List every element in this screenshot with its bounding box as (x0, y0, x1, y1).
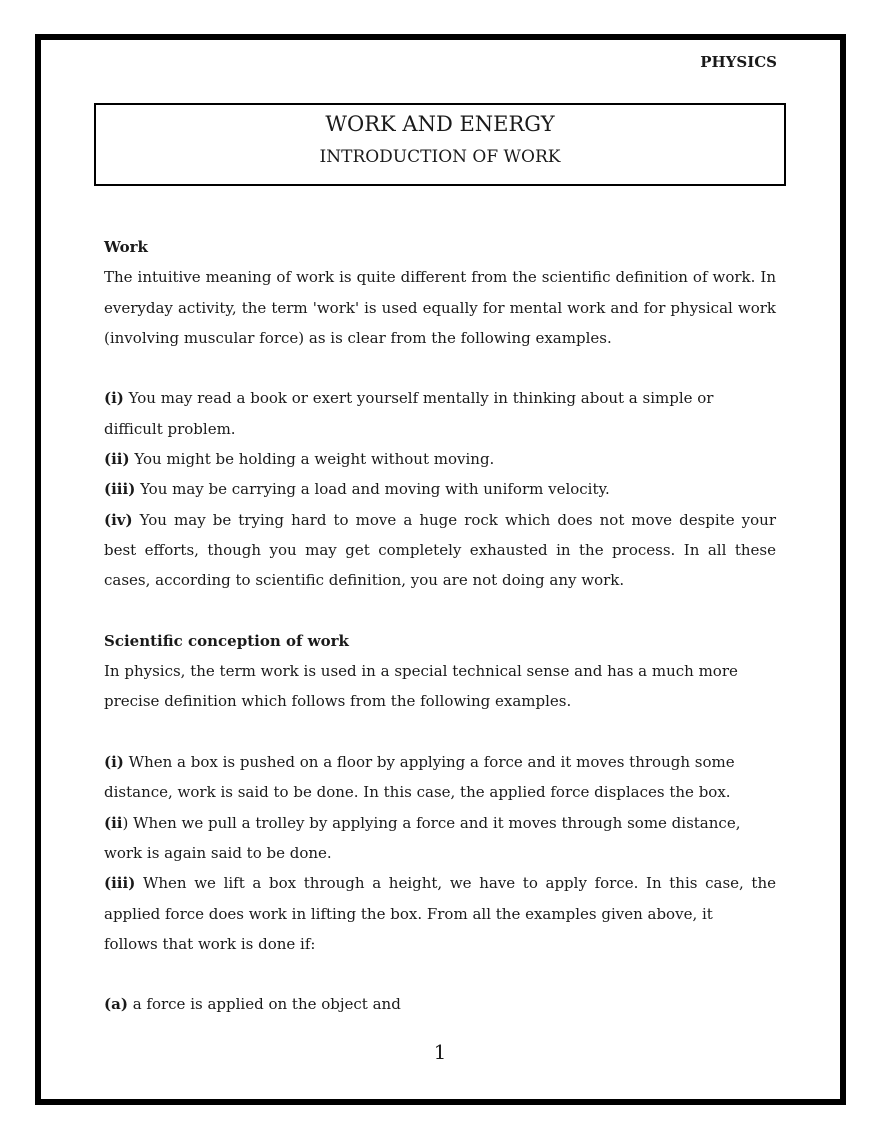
item-text: difficult problem. (104, 419, 236, 438)
item-number: (iii) (104, 480, 136, 499)
list-item (104, 777, 776, 807)
page-number: 1 (433, 1040, 447, 1064)
list-item (104, 383, 776, 413)
item-text: You might be holding a weight without moving. (129, 450, 495, 469)
page-subtitle: INTRODUCTION OF WORK (319, 147, 561, 167)
work-intro-paragraph: The intuitive meaning of work is quite different from the scientific definition of work. In everyday activity, the term 'work' is used equally for mental work and for physical work (involving muscular force) as is clear from the following examples. (104, 268, 776, 347)
item-number: (iv) (104, 510, 133, 529)
list-item (104, 444, 776, 474)
subject-label: PHYSICS (700, 53, 777, 71)
list-item (104, 808, 776, 869)
item-text: You may be trying hard to move a huge rock which does not move despite your best efforts, though you may get completely exhausted in the process. In all these cases, according to scientific definition, you are not doing any work. (104, 510, 776, 590)
item-number: (a) (104, 995, 128, 1014)
condition-item (104, 989, 776, 1019)
item-number: (ii (104, 813, 123, 832)
item-text: ) When we pull a trolley by applying a force and it moves through some distance, work is again said to be done. (104, 813, 741, 862)
item-text: When a box is pushed on a floor by applying a force and it moves through some (123, 753, 735, 772)
list-item (104, 474, 776, 504)
list-item (104, 505, 776, 596)
document-body (104, 232, 776, 1020)
item-text: a force is applied on the object and (127, 995, 401, 1014)
item-text: You may be carrying a load and moving with uniform velocity. (135, 480, 610, 499)
item-text: When we lift a box through a height, we have to apply force. In this case, the applied force does work in lifting the box. From all the examples given above, it (104, 874, 776, 923)
item-number: (iii) (104, 874, 136, 893)
list-item (104, 868, 776, 929)
item-number: (ii) (104, 450, 130, 469)
list-item (104, 929, 776, 959)
item-text: You may read a book or exert yourself mentally in thinking about a simple or (123, 389, 714, 408)
item-number: (i) (104, 753, 124, 772)
list-item (104, 747, 776, 777)
page-title: WORK AND ENERGY (325, 112, 555, 136)
list-item (104, 414, 776, 444)
section-heading-scientific: Scientific conception of work (104, 631, 349, 650)
item-number: (i) (104, 389, 124, 408)
section-heading-work: Work (104, 238, 148, 256)
title-box (94, 103, 786, 186)
scientific-intro-paragraph: In physics, the term work is used in a special technical sense and has a much more precise definition which follows from the following examples. (104, 662, 738, 711)
item-text: distance, work is said to be done. In this case, the applied force displaces the box. (104, 783, 731, 802)
item-text: follows that work is done if: (104, 934, 316, 953)
